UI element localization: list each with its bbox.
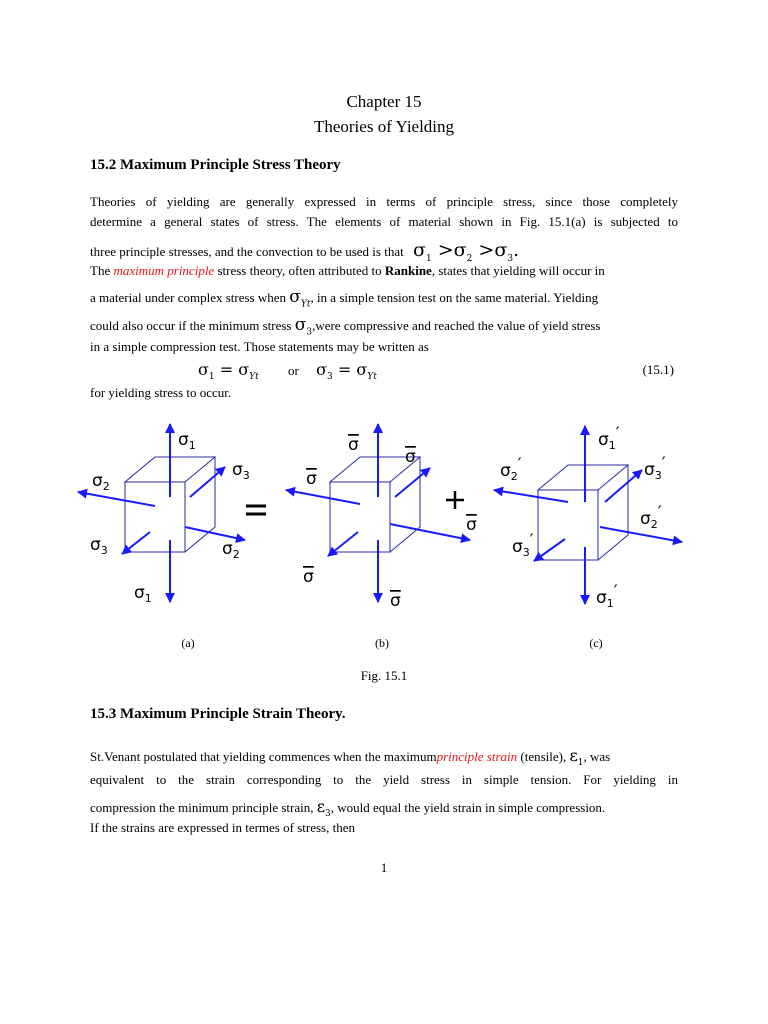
- equation-15-1: $\sigma_1 = \sigma_{Yt}$ or $\sigma_3 = \sigma_{Yt}$: [198, 360, 377, 383]
- figure-title: Fig. 15.1: [360, 668, 408, 683]
- text-fragment: three principle stresses, and the convection to be used is that: [90, 244, 404, 259]
- name-rankine: Rankine: [384, 263, 432, 278]
- label-c-sigma3-bottom: $\sigma_3'$: [512, 531, 534, 559]
- inequality-formula: $\sigma_1 >\sigma_2 >\sigma_3$.: [412, 239, 520, 264]
- section-heading-15-3: 15.3 Maximum Principle Strain Theory.: [90, 706, 346, 722]
- epsilon-3-symbol: $\varepsilon_3$: [316, 797, 331, 820]
- arrow-b-left: [286, 490, 360, 504]
- label-b-left: σ: [306, 469, 317, 489]
- label-a-sigma2-right: $\sigma_2$: [222, 539, 240, 561]
- arrow-a-upright: [190, 467, 225, 497]
- label-a-sigma2-left: $\sigma_2$: [92, 471, 110, 493]
- term-principle-strain: principle strain: [436, 749, 518, 764]
- caption-a: (a): [181, 636, 195, 650]
- arrow-a-left: [78, 492, 155, 506]
- label-b-bottom: σ: [390, 591, 401, 611]
- paragraph-2-line-2: a material under complex stress when $\sigma_{Yt}$, in a simple tension test on the same material. Yielding: [90, 287, 599, 310]
- after-equation-text: for yielding stress to occur.: [90, 385, 232, 400]
- arrow-c-left: [494, 490, 568, 502]
- caption-b: (b): [375, 636, 389, 650]
- paragraph-1-line-2: determine a general states of stress. The elements of material shown in Fig. 15.1(a) is subjected to: [90, 214, 678, 229]
- label-c-sigma1-bottom: $\sigma_1'$: [596, 582, 618, 610]
- section-3-line-1: St.Venant postulated that yielding commences when the maximumprinciple strain (tensile), $\varepsilon_1$, was: [90, 746, 611, 769]
- caption-c: (c): [589, 636, 603, 650]
- arrow-a-right: [185, 527, 245, 540]
- label-a-sigma1-bottom: $\sigma_1$: [134, 583, 152, 605]
- paragraph-2-line-3: could also occur if the minimum stress $\sigma_3,were$ compressive and reached the value of yield stress: [90, 315, 601, 338]
- equation-number: (15.1): [642, 362, 674, 377]
- label-c-sigma1-top: $\sigma_1'$: [598, 424, 620, 452]
- chapter-label: Chapter 15: [346, 92, 422, 111]
- label-b-top-left: σ: [348, 435, 359, 455]
- plus-sign: [446, 491, 464, 509]
- page-number: 1: [380, 860, 388, 875]
- label-c-sigma2-left: $\sigma_2'$: [500, 455, 522, 483]
- label-c-sigma2-right: $\sigma_2'$: [640, 503, 662, 531]
- figure-15-1: [60, 412, 700, 612]
- section-3-line-3: compression the minimum principle strain, $\varepsilon_3$, would equal the yield strain in simple compression.: [90, 797, 606, 820]
- label-c-sigma3-top: $\sigma_3'$: [644, 454, 666, 482]
- cube-b: [330, 457, 420, 552]
- arrow-c-upright: [605, 470, 642, 502]
- term-maximum-principle: maximum principle: [113, 263, 215, 278]
- paragraph-1-line-3: [90, 239, 678, 264]
- equals-sign: [246, 506, 266, 514]
- label-b-top-right: σ: [405, 447, 416, 467]
- label-a-sigma1: $\sigma_1$: [178, 430, 196, 452]
- paragraph-2-line-1: The maximum principle stress theory, often attributed to Rankine, states that yielding will occur in: [90, 263, 605, 278]
- section-3-line-2: equivalent to the strain corresponding to the yield stress in simple tension. For yielding in: [90, 772, 678, 787]
- paragraph-1-line-1: Theories of yielding are generally expressed in terms of principle stress, since those completely: [90, 194, 678, 209]
- arrow-c-downleft: [534, 539, 565, 561]
- label-b-right: σ: [466, 515, 477, 535]
- arrow-b-upright: [395, 468, 430, 497]
- section-3-line-4: If the strains are expressed in termes of stress, then: [90, 820, 355, 835]
- arrow-c-right: [600, 527, 682, 542]
- label-a-sigma3-top: $\sigma_3$: [232, 460, 250, 482]
- arrow-b-right: [390, 524, 470, 540]
- sigma-3-symbol: $\sigma_3$: [294, 315, 313, 338]
- cube-c: [538, 465, 628, 560]
- sigma-yt-symbol: $\sigma_{Yt}$: [289, 287, 311, 310]
- arrow-a-downleft: [122, 532, 150, 554]
- label-a-sigma3-bottom: $\sigma_3$: [90, 535, 108, 557]
- epsilon-1-symbol: $\varepsilon_1$: [569, 746, 584, 769]
- section-heading-15-2: 15.2 Maximum Principle Stress Theory: [90, 157, 341, 173]
- paragraph-2-line-4: in a simple compression test. Those statements may be written as: [90, 339, 429, 354]
- label-b-bottom-left: σ: [303, 567, 314, 587]
- chapter-title: Theories of Yielding: [313, 117, 455, 136]
